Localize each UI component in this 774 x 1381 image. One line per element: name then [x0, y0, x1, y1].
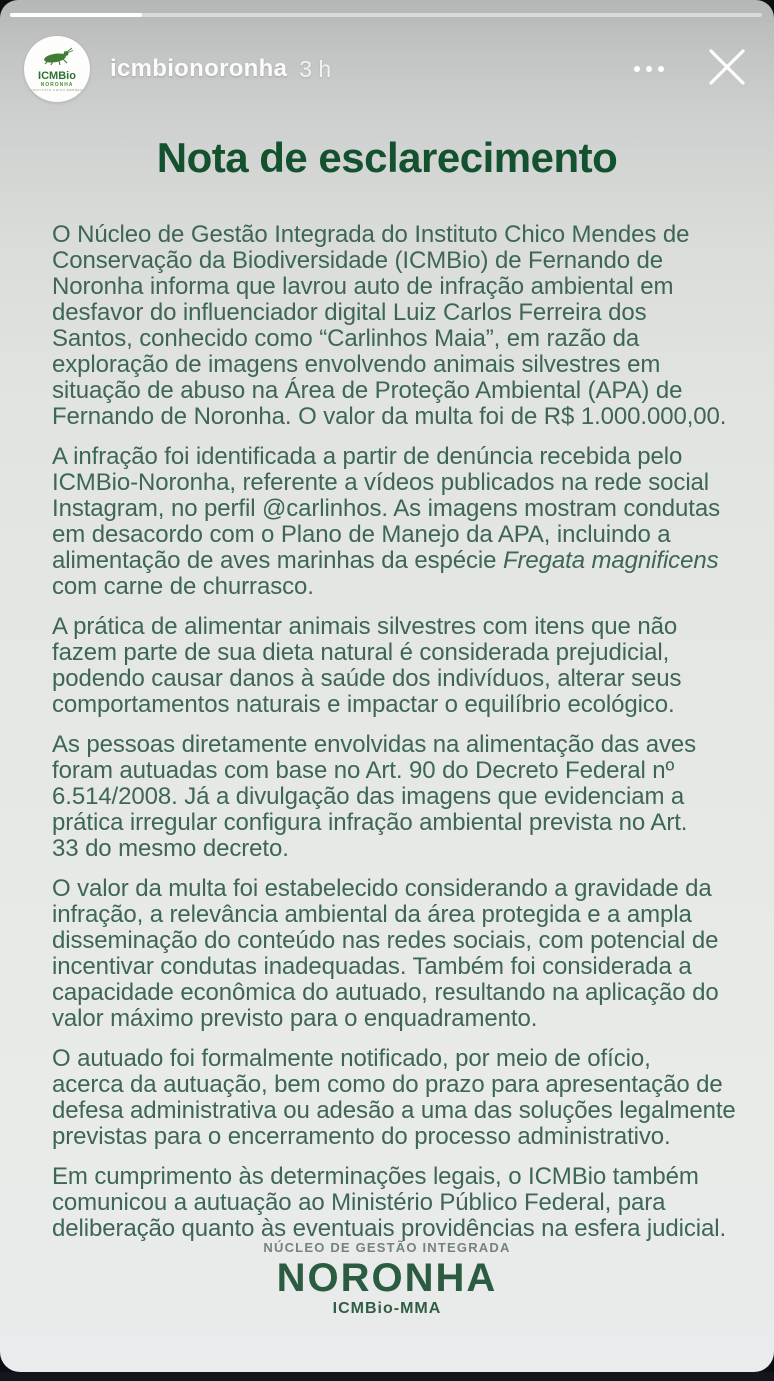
text-line: 6.514/2008. Já a divulgação das imagens que evidenciam a — [52, 783, 685, 810]
text-line: situação de abuso na Área de Proteção Ambiental (APA) de — [52, 377, 683, 404]
note-body — [52, 221, 736, 1242]
text-line: A infração foi identificada a partir de denúncia recebida pelo — [52, 443, 683, 470]
avatar-tinyline: INSTITUTO CHICO MENDES — [31, 87, 83, 92]
text-line: podendo causar danos à saúde dos indivíduos, alterar seus — [52, 665, 682, 692]
text-line: O autuado foi formalmente notificado, por meio de ofício, — [52, 1045, 651, 1072]
paragraph — [52, 614, 722, 718]
avatar-wordmark: ICMBio — [38, 69, 76, 82]
text-line: comunicou a autuação ao Ministério Público Federal, para — [52, 1189, 666, 1216]
username[interactable]: icmbionoronha — [110, 55, 288, 82]
story-progress-bar[interactable] — [10, 13, 762, 17]
text-line: disseminação do conteúdo nas redes sociais, com potencial de — [52, 927, 719, 954]
text-line: 33 do mesmo decreto. — [52, 835, 289, 862]
text-line: foram autuadas com base no Art. 90 do Decreto Federal nº — [52, 757, 675, 784]
page-title: Nota de esclarecimento — [156, 134, 618, 181]
close-button[interactable] — [704, 44, 750, 95]
footer-wordmark: NORONHA — [276, 1256, 498, 1300]
text-line: Conservação da Biodiversidade (ICMBio) de Fernando de — [52, 247, 664, 274]
text-line: O valor da multa foi estabelecido considerando a gravidade da — [52, 875, 712, 902]
text-line: ICMBio-Noronha, referente a vídeos publicados na rede social — [52, 469, 710, 496]
footer-unit-name: NÚCLEO DE GESTÃO INTEGRADA — [263, 1240, 511, 1255]
text-line: fazem parte de sua dieta natural é considerada prejudicial, — [52, 639, 670, 666]
grasshopper-icon — [40, 47, 74, 70]
text-line: O Núcleo de Gestão Integrada do Instituto Chico Mendes de — [52, 221, 690, 248]
text-line: desfavor do influenciador digital Luiz Carlos Ferreira dos — [52, 299, 647, 326]
text-line: Em cumprimento às determinações legais, o ICMBio também — [52, 1163, 699, 1190]
text-line: Noronha informa que lavrou auto de infração ambiental em — [52, 273, 674, 300]
paragraph — [52, 1163, 727, 1242]
text-line: Santos, conhecido como “Carlinhos Maia”, em razão da — [52, 325, 640, 352]
text-line: Fernando de Noronha. O valor da multa foi de R$ 1.000.000,00. — [52, 403, 727, 430]
text-line: prática irregular configura infração ambiental prevista no Art. — [52, 809, 688, 836]
close-icon — [704, 44, 750, 90]
text-line: alimentação de aves marinhas da espécie Fregata magnificens — [52, 547, 719, 574]
paragraph — [52, 732, 722, 862]
text-line: As pessoas diretamente envolvidas na alimentação das aves — [52, 731, 697, 758]
paragraph — [52, 1045, 736, 1150]
story-header — [0, 34, 774, 104]
text-line: Instagram, no perfil @carlinhos. As imagens mostram condutas — [52, 495, 720, 522]
phone-bottom-bar — [0, 1372, 774, 1381]
text-line: capacidade econômica do autuado, resultando na aplicação do — [52, 979, 719, 1006]
story-progress-fill — [10, 13, 142, 17]
avatar-submark: NORONHA — [40, 81, 74, 88]
text-line: em desacordo com o Plano de Manejo da APA, incluindo a — [52, 521, 671, 548]
footer-agency: ICMBio-MMA — [332, 1300, 442, 1317]
text-line: infração, a relevância ambiental da área protegida e a ampla — [52, 901, 692, 928]
paragraph — [52, 876, 722, 1032]
text-line: valor máximo previsto para o enquadramento. — [52, 1005, 538, 1032]
text-line: exploração de imagens envolvendo animais silvestres em — [52, 351, 661, 378]
text-line: deliberação quanto às eventuais providências na esfera judicial. — [52, 1215, 727, 1242]
paragraph — [52, 221, 727, 430]
text-line: incentivar condutas inadequadas. Também foi considerada a — [52, 953, 692, 980]
text-line: previstas para o encerramento do processo administrativo. — [52, 1123, 671, 1150]
text-line: comportamentos naturais e impactar o equilíbrio ecológico. — [52, 691, 675, 718]
text-line: defesa administrativa ou adesão a uma das soluções legalmente — [52, 1097, 736, 1124]
footer-logo — [0, 1240, 774, 1318]
text-line: A prática de alimentar animais silvestres com itens que não — [52, 613, 678, 640]
text-line: acerca da autuação, bem como do prazo para apresentação de — [52, 1071, 723, 1098]
avatar[interactable] — [24, 36, 90, 102]
story-timestamp: 3 h — [299, 55, 332, 82]
paragraph — [52, 444, 722, 600]
text-line: com carne de churrasco. — [52, 573, 314, 600]
more-options-button[interactable] — [628, 56, 670, 82]
